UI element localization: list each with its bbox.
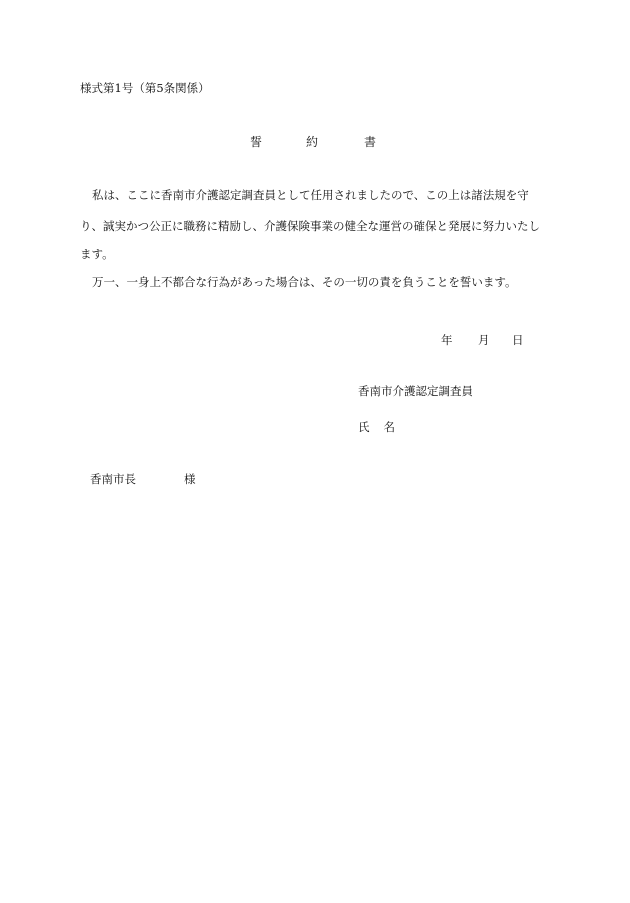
signer-role: 香南市介護認定調査員 (358, 384, 473, 398)
pledge-paragraph-1-line-3: ます。 (80, 247, 114, 261)
form-number: 様式第1号（第5条関係） (80, 81, 210, 95)
document-title-char-3: 書 (364, 135, 377, 149)
document-title-char-1: 誓 (250, 135, 263, 149)
name-row (358, 419, 395, 435)
addressee-honorific: 様 (184, 472, 196, 486)
date-day-label: 日 (512, 333, 524, 347)
date-year-label: 年 (441, 333, 453, 347)
name-label-char-2: 名 (383, 420, 395, 434)
pledge-paragraph-1-line-1: 私は、ここに香南市介護認定調査員として任用されましたので、この上は諸法規を守 (92, 188, 529, 202)
document-title-char-2: 約 (306, 135, 319, 149)
addressee-name: 香南市長 (90, 472, 136, 486)
pledge-paragraph-2: 万一、一身上不都合な行為があった場合は、その一切の責を負うことを誓います。 (92, 275, 517, 289)
pledge-paragraph-1-line-2: り、誠実かつ公正に職務に精励し、介護保険事業の健全な運営の確保と発展に努力いたし (80, 219, 540, 233)
name-label-char-1: 氏 (358, 420, 370, 434)
date-month-label: 月 (478, 333, 490, 347)
